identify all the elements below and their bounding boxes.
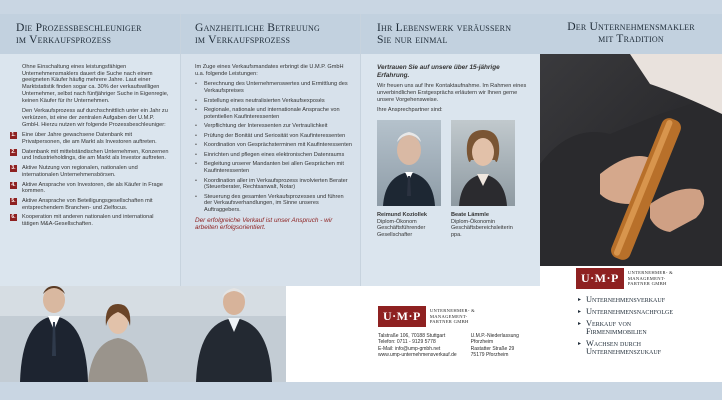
list-item: • Steuerung des gesamten Verkaufsprozesses und führen der Verkaufsverhandlungen, im Sinne unseres Auftraggebers. <box>195 194 352 214</box>
portrait-photo <box>451 120 515 206</box>
team-photo <box>0 286 286 382</box>
contact-person: Reimund Koziollek Diplom-Ökonom Geschäftsführender Gesellschafter <box>377 120 441 238</box>
address-pforzheim: U.M.P.-Niederlassung Pforzheim Rastatter Straße 29 75179 Pforzheim <box>470 333 519 358</box>
service-item: ▸ Unternehmensnachfolge <box>578 308 722 316</box>
service-item: ▸ Wachsen durch Unternehmenszukauf <box>578 340 722 357</box>
contact-persons <box>377 120 530 238</box>
col3-paragraph: Wir freuen uns auf Ihre Kontaktaufnahme. Im Rahmen eines unverbindlichen Erstgesprächs erläutern wir Ihnen gerne unsere Vorgehensweise. <box>377 83 527 103</box>
list-item: • Begleitung unserer Mandanten bei allen Gesprächen mit Kaufinteressenten <box>195 161 352 174</box>
list-item: • Prüfung der Bonität und Seriosität von Kaufinteressenten <box>195 133 352 140</box>
footer-spacer <box>286 286 360 382</box>
contact-person: Beate Lämmle Diplom-Ökonomin Geschäftsbereichsleiterin ppa. <box>451 120 515 238</box>
contacts-label: Ihre Ansprechpartner sind: <box>377 107 443 114</box>
column-makler <box>540 14 722 286</box>
col1-paragraph-2: Den Verkaufsprozess auf durchschnittlich unter ein Jahr zu verkürzen, ist eine der zentralen Aufgaben der U.M.P. GmbH. Hierzu nutzen wir folgende Prozessbeschleuniger: <box>22 108 168 128</box>
list-item: 5. Aktive Ansprache von Beteiligungsgesellschaften mit entsprechendem Branchen- und Zielfocus. <box>11 197 153 211</box>
column-2-title: Ganzheitliche Betreuung im Verkaufsprozess <box>181 14 360 54</box>
list-item: 1. Eine über Jahre gewachsene Datenbank mit Privatpersonen, die am Markt als Investoren auftreten. <box>11 132 157 146</box>
accelerator-list <box>10 132 170 227</box>
list-item: • Koordination aller im Verkaufsprozess involvierten Berater (Steuerberater, Rechtsanwalt, Notar) <box>195 178 352 191</box>
list-item: • Einrichten und pflegen eines elektronischen Datenraums <box>195 152 352 159</box>
column-prozessbeschleuniger <box>0 14 180 286</box>
list-item: • Berechnung des Unternehmenswertes und Ermittlung des Verkaufspreises <box>195 81 352 94</box>
column-1-title: Die Prozessbeschleuniger im Verkaufsprozess <box>0 14 180 54</box>
list-item: 6. Kooperation mit anderen nationalen und international tätigen M&A-Gesellschaften. <box>11 214 154 228</box>
list-item: 4. Aktive Ansprache von Investoren, die als Käufer in Frage kommen. <box>11 181 163 195</box>
list-item: • Koordination von Gesprächsterminen mit Kaufinteressenten <box>195 142 352 149</box>
bottom-strip <box>0 382 722 400</box>
list-item: • Verpflichtung der Interessenten zur Vertraulichkeit <box>195 123 352 130</box>
column-4-title: Der Unternehmensmakler mit Tradition <box>540 14 722 54</box>
contact-block <box>360 286 540 382</box>
column-lebenswerk <box>360 14 540 286</box>
website-link[interactable]: www.ump-unternehmensverkauf.de <box>378 351 457 358</box>
service-item: ▸ Verkauf von Firmenimmobilien <box>578 320 722 337</box>
list-item: 2. Datenbank mit mittelständischen Unternehmen, Konzernen und Industrieholdings, die am Markt als Investor auftreten. <box>11 148 169 162</box>
portrait-photo <box>377 120 441 206</box>
service-item: ▸ Unternehmensverkauf <box>578 296 722 304</box>
address-stuttgart: Talstraße 106, 70188 Stuttgart Telefon: 0711 - 9129 5778 E-Mail: info@ump-gmbh.net www.ump-unternehmensverkauf.de <box>378 333 457 358</box>
baton-handover-photo <box>540 54 722 286</box>
column-3-title: Ihr Lebenswerk veräussern Sie nur einmal <box>361 14 540 54</box>
footer-band <box>0 286 722 400</box>
col3-tagline: Vertrauen Sie auf unsere über 15-jährige Erfahrung. <box>377 64 500 79</box>
ump-logo: U·M·P UNTERNEHMER- & MANAGEMENT- PARTNER GMBH <box>378 306 475 327</box>
list-item: 3. Aktive Nutzung von regionalen, nationalen und internationalen Unternehmensbörsen. <box>11 165 138 178</box>
col2-closing: Der erfolgreiche Verkauf ist unser Anspruch - wir arbeiten erfolgsorientiert. <box>195 216 333 232</box>
col2-intro: Im Zuge eines Verkaufsmandates erbringt die U.M.P. GmbH u.a. folgende Leistungen: <box>195 64 344 77</box>
top-bar <box>0 0 722 14</box>
col1-paragraph-1: Ohne Einschaltung eines leistungsfähigen Unternehmensmaklers dauert die Suche nach einem geeigneten Käufer häufig mehrere Jahre. Laut einer Marktstatistik finden sogar ca. 30% der verkaufswilligen Unternehmer, selbst nach fünfjähriger Suche in Eigenregie, keinen Käufer für ihr Unternehmen. <box>22 64 169 104</box>
column-betreuung <box>180 14 360 286</box>
list-item: • Regionale, nationale und internationale Ansprache von potentiellen Kaufinteressenten <box>195 107 352 120</box>
services-bullet-list <box>195 81 352 213</box>
ump-logo-right: U·M·P UNTERNEHMER- & MANAGEMENT- PARTNER GMBH <box>576 268 673 289</box>
list-item: • Erstellung eines neutralisierten Verkaufsexposés <box>195 98 352 105</box>
